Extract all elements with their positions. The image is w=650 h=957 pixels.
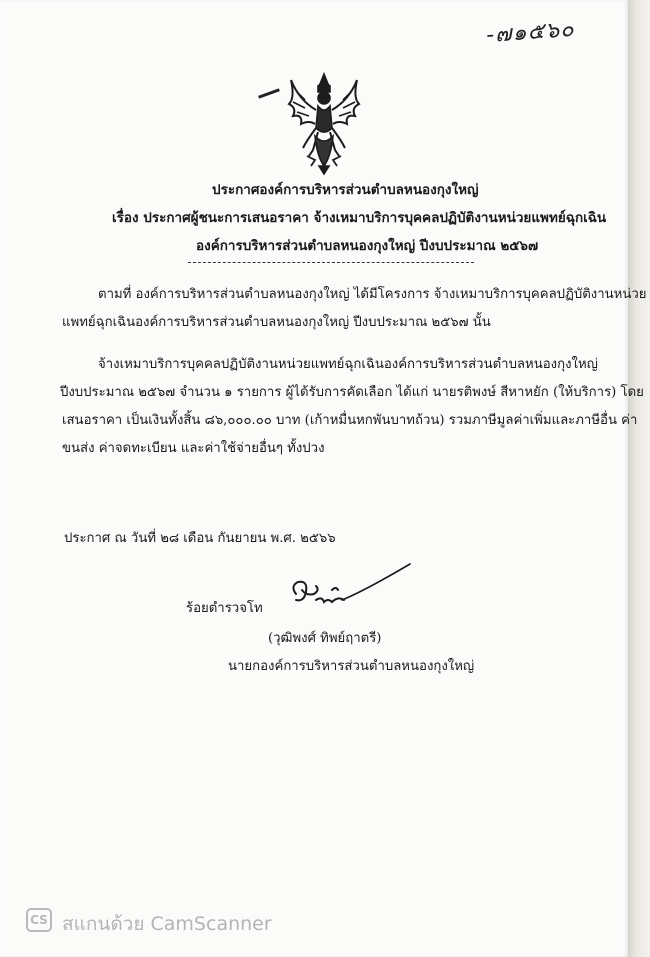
body-text: เสนอราคา เป็นเงินทั้งสิ้น ๘๖,๐๐๐.๐๐ บาท (เก้าหมื่นหกพันบาทถ้วน) รวมภาษีมูลค่าเพิ่มและภาษีอื่น ค่า — [62, 413, 638, 428]
body-text: ขนส่ง ค่าจดทะเบียน และค่าใช้จ่ายอื่นๆ ทั้งปวง — [62, 441, 325, 456]
document-subject-cont: องค์การบริหารส่วนตำบลหนองกุงใหญ่ ปีงบประมาณ ๒๕๖๗ — [196, 238, 539, 254]
signer-rank: ร้อยตำรวจโท — [186, 601, 263, 616]
signer-position: นายกองค์การบริหารส่วนตำบลหนองกุงใหญ่ — [228, 659, 475, 674]
dashed-divider — [188, 262, 474, 263]
signer-name: (วุฒิพงศ์ ทิพย์ฤาตรี) — [268, 631, 382, 646]
page-edge — [628, 0, 650, 957]
body-text: ปีงบประมาณ ๒๕๖๗ จำนวน ๑ รายการ ผู้ได้รับการคัดเลือก ได้แก่ นายรติพงษ์ สีหาหยัก (ให้บริการ) โดย — [60, 385, 644, 400]
handwritten-note: -๗๑๕๖๐ — [485, 16, 576, 49]
body-text: ตามที่ องค์การบริหารส่วนตำบลหนองกุงใหญ่ ได้มีโครงการ จ้างเหมาบริการบุคคลปฏิบัติงานหน่วย — [98, 287, 647, 302]
document-subject: เรื่อง ประกาศผู้ชนะการเสนอราคา จ้างเหมาบริการบุคคลปฏิบัติงานหน่วยแพทย์ฉุกเฉิน — [112, 210, 607, 226]
announcement-date: ประกาศ ณ วันที่ ๒๘ เดือน กันยายน พ.ศ. ๒๕๖๖ — [64, 531, 336, 546]
body-text: แพทย์ฉุกเฉินองค์การบริหารส่วนตำบลหนองกุงใหญ่ ปีงบประมาณ ๒๕๖๗ นั้น — [62, 315, 491, 330]
document-title: ประกาศองค์การบริหารส่วนตำบลหนองกุงใหญ่ — [212, 182, 479, 198]
handwritten-signature — [286, 560, 416, 620]
body-text: จ้างเหมาบริการบุคคลปฏิบัติงานหน่วยแพทย์ฉุกเฉินองค์การบริหารส่วนตำบลหนองกุงใหญ่ — [98, 357, 598, 372]
camscanner-logo-icon: CS — [26, 908, 52, 932]
camscanner-watermark: สแกนด้วย CamScanner — [62, 913, 272, 935]
garuda-emblem — [285, 70, 363, 178]
